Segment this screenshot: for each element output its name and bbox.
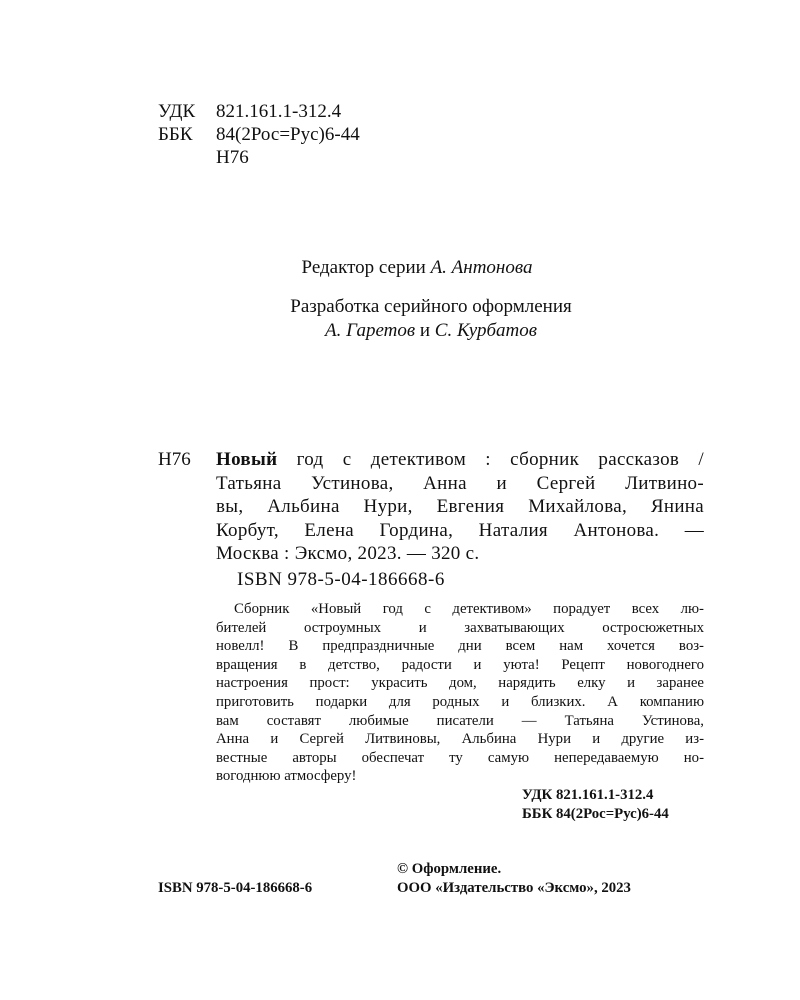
annotation-bbk: ББК 84(2Рос=Рус)6-44 [522,805,669,822]
annotation-line: новелл! В предпраздничные дни всем нам хочется воз- [216,638,704,655]
annotation-udk: УДК 821.161.1-312.4 [522,787,654,803]
classification-value: Н76 [216,147,249,168]
bibliographic-entry [216,448,704,566]
classification-row [158,123,360,146]
classification-value: 821.161.1-312.4 [216,101,342,122]
classification-block [158,100,360,169]
footer-isbn: ISBN 978-5-04-186668-6 [158,880,313,896]
classification-key [158,146,216,169]
entry-line [216,448,704,472]
entry-author-mark: Н76 [158,449,191,470]
annotation-line: вестные авторы обеспечат ту самую непередаваемую но- [216,749,704,766]
annotation-line: приготовить подарки для родных и близких. А компанию [216,693,704,710]
annotation-line: бителей остроумных и захватывающих остросюжетных [216,619,704,636]
annotation-line: настроения прост: украсить дом, нарядить елку и заранее [216,675,704,692]
designers-line [0,319,800,343]
copyright-line: © Оформление. [397,861,502,877]
annotation-line: вогоднюю атмосферу! [216,768,357,785]
designer-conjunction: и [419,320,431,341]
classification-value: 84(2Рос=Рус)6-44 [216,124,360,145]
series-editor-line [0,256,800,280]
series-editor-label: Редактор серии [301,257,426,278]
annotation-line: Сборник «Новый год с детективом» порадует всех лю- [234,601,704,617]
annotation-line: вращения в детство, радости и уюта! Рецепт новогоднего [216,656,704,673]
annotation-line: вам составят любимые писатели — Татьяна Устинова, [216,712,704,729]
entry-line-text: год с детективом : сборник рассказов / [296,449,705,470]
designer-name: А. Гаретов [325,320,416,341]
copyright-block [397,860,631,898]
entry-line: Москва : Эксмо, 2023. — 320 с. [216,543,480,565]
classification-key: УДК [158,101,196,122]
entry-line: Корбут, Елена Гордина, Наталия Антонова. — [216,519,704,541]
entry-line: Татьяна Устинова, Анна и Сергей Литвино- [216,472,704,494]
annotation [216,600,704,786]
classification-row [158,100,360,123]
entry-isbn: ISBN 978-5-04-186668-6 [237,569,445,590]
classification-key: ББК [158,124,193,145]
series-editor-name: А. Антонова [430,257,533,278]
designer-name: С. Курбатов [434,320,537,341]
entry-title-bold: Новый [216,449,278,470]
design-label: Разработка серийного оформления [290,296,572,317]
copyright-publisher: ООО «Издательство «Эксмо», 2023 [397,880,631,896]
entry-line: вы, Альбина Нури, Евгения Михайлова, Янина [216,496,704,518]
annotation-classification [522,786,669,823]
classification-row [158,146,360,169]
annotation-line: Анна и Сергей Литвиновы, Альбина Нури и другие из- [216,731,704,748]
